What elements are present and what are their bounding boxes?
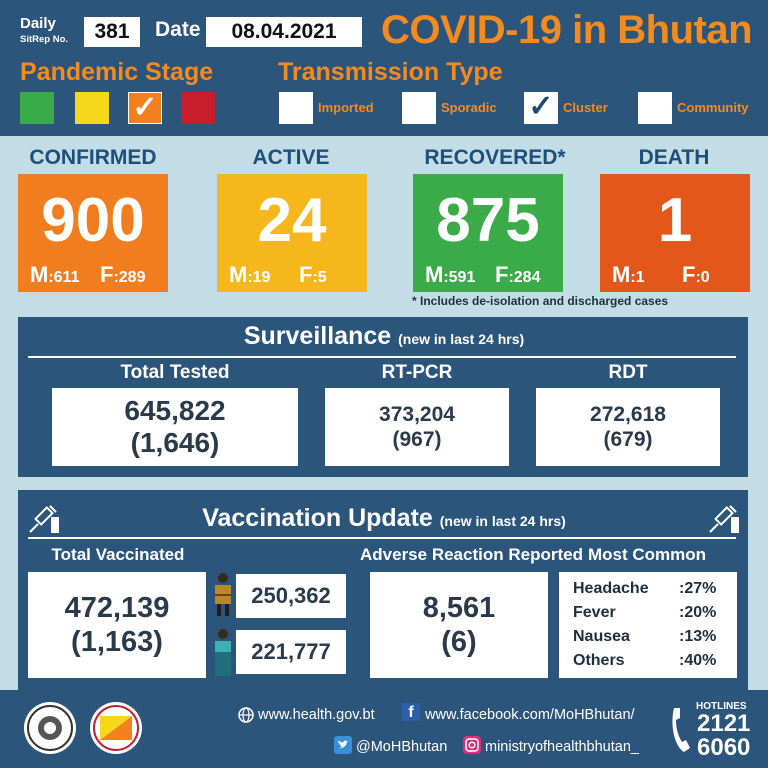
adverse-reaction-box: [370, 572, 548, 678]
list-item: [573, 625, 737, 649]
instagram-icon: [463, 736, 481, 754]
female-label: F: [495, 262, 509, 287]
most-common-box: [559, 572, 737, 678]
rtpcr-label: RT-PCR: [381, 362, 453, 383]
reaction-name: Nausea: [573, 628, 630, 645]
active-female: :5: [312, 269, 327, 286]
transmission-cluster-label: Cluster: [563, 100, 608, 115]
transmission-community-label: Community: [677, 100, 749, 115]
vaccination-title: [0, 504, 768, 533]
adverse-reaction-value: 8,561: [422, 592, 496, 624]
sitrep-number: 381: [84, 17, 140, 47]
check-icon: ✓: [528, 90, 554, 123]
reaction-name: Fever: [573, 604, 616, 621]
stage-orange: [128, 92, 162, 124]
transmission-sporadic-label: Sporadic: [441, 100, 497, 115]
reaction-pct: :13%: [679, 628, 717, 645]
pandemic-stage-label: Pandemic Stage: [20, 58, 214, 86]
list-item: [573, 577, 737, 601]
stage-green: [20, 92, 54, 124]
hotline-6060[interactable]: 6060: [697, 734, 751, 761]
total-vaccinated-value: 472,139: [64, 592, 170, 624]
transmission-sporadic-box: [402, 92, 436, 124]
reaction-name: Headache: [573, 580, 649, 597]
facebook-icon: f: [402, 703, 420, 721]
bhutan-flag-emblem-icon: [88, 700, 144, 756]
most-common-label: Most Common: [587, 545, 707, 564]
confirmed-card: [18, 174, 168, 292]
adverse-reaction-label: Adverse Reaction Reported: [360, 545, 583, 564]
rtpcr-value: 373,204: [379, 403, 455, 426]
death-card: [600, 174, 750, 292]
female-label: F: [100, 262, 114, 287]
reaction-pct: :20%: [679, 604, 717, 621]
reaction-pct: :40%: [679, 652, 717, 669]
twitter-handle[interactable]: @MoHBhutan: [356, 739, 448, 755]
surveillance-title: [0, 322, 768, 351]
vaccination-subtitle: (new in last 24 hrs): [439, 513, 566, 529]
total-tested-box: [52, 388, 298, 466]
page-title: COVID-19 in Bhutan: [381, 8, 753, 52]
vaccination-divider: [28, 537, 736, 539]
rtpcr-box: [325, 388, 509, 466]
death-female: :0: [695, 269, 710, 286]
transmission-community-box: [638, 92, 672, 124]
male-figure-icon: [212, 572, 234, 618]
active-value: 24: [257, 186, 327, 255]
adverse-reaction-new: (6): [441, 626, 477, 658]
male-label: M: [229, 262, 248, 287]
death-male: :1: [630, 269, 645, 286]
male-label: M: [612, 262, 631, 287]
recovered-value: 875: [436, 186, 540, 255]
active-male: :19: [247, 269, 271, 286]
surveillance-title-text: Surveillance: [243, 322, 392, 350]
vaccination-title-text: Vaccination Update: [202, 504, 433, 532]
active-title: ACTIVE: [252, 146, 330, 169]
total-vaccinated-label: Total Vaccinated: [51, 545, 185, 564]
recovered-footnote: * Includes de-isolation and discharged cases: [412, 294, 669, 308]
surveillance-subtitle: (new in last 24 hrs): [398, 331, 525, 347]
transmission-imported-label: Imported: [318, 100, 374, 115]
death-value: 1: [657, 186, 693, 255]
confirmed-female: :289: [113, 269, 146, 286]
ministry-seal-icon: [22, 700, 78, 756]
daily-label: Daily: [20, 15, 56, 32]
reaction-name: Others: [573, 652, 625, 669]
recovered-male: :591: [443, 269, 476, 286]
list-item: [573, 601, 737, 625]
total-tested-value: 645,822: [124, 395, 226, 426]
active-card: [217, 174, 367, 292]
male-label: M: [30, 262, 49, 287]
stage-yellow: [75, 92, 109, 124]
female-label: F: [299, 262, 313, 287]
female-label: F: [682, 262, 696, 287]
rdt-label: RDT: [608, 362, 648, 383]
hotlines-label: HOTLINES: [696, 701, 747, 712]
date-value: 08.04.2021: [206, 17, 362, 47]
rdt-box: [536, 388, 720, 466]
rdt-new: (679): [603, 428, 653, 451]
total-vaccinated-box: [28, 572, 206, 678]
recovered-title: RECOVERED*: [424, 146, 566, 169]
check-icon: ✓: [132, 91, 158, 124]
rdt-value: 272,618: [590, 403, 666, 426]
twitter-icon: [334, 736, 352, 754]
confirmed-male: :611: [48, 269, 80, 286]
facebook-link[interactable]: www.facebook.com/MoHBhutan/: [425, 707, 635, 723]
website-link[interactable]: www.health.gov.bt: [258, 707, 375, 723]
total-vaccinated-new: (1,163): [71, 626, 163, 658]
death-title: DEATH: [638, 146, 710, 169]
transmission-type-label: Transmission Type: [278, 58, 503, 86]
transmission-cluster-box: [524, 92, 558, 124]
transmission-imported-box: [279, 92, 313, 124]
list-item: [573, 649, 737, 673]
hotline-2121[interactable]: 2121: [697, 710, 751, 737]
reaction-pct: :27%: [679, 580, 717, 597]
phone-icon: [666, 704, 694, 756]
recovered-card: [413, 174, 563, 292]
rtpcr-new: (967): [392, 428, 442, 451]
stage-red: [181, 92, 215, 124]
female-vaccinated: 221,777: [236, 630, 346, 674]
instagram-handle[interactable]: ministryofhealthbhutan_: [485, 739, 639, 755]
total-tested-label: Total Tested: [120, 362, 230, 383]
surveillance-divider: [28, 356, 736, 358]
globe-icon: [238, 707, 254, 723]
confirmed-value: 900: [41, 186, 145, 255]
total-tested-new: (1,646): [130, 427, 220, 458]
sitrep-label: SitRep No.: [20, 34, 69, 45]
female-figure-icon: [212, 628, 234, 678]
date-label: Date: [155, 18, 201, 41]
recovered-female: :284: [508, 269, 541, 286]
male-vaccinated: 250,362: [236, 574, 346, 618]
confirmed-title: CONFIRMED: [29, 146, 157, 169]
male-label: M: [425, 262, 444, 287]
